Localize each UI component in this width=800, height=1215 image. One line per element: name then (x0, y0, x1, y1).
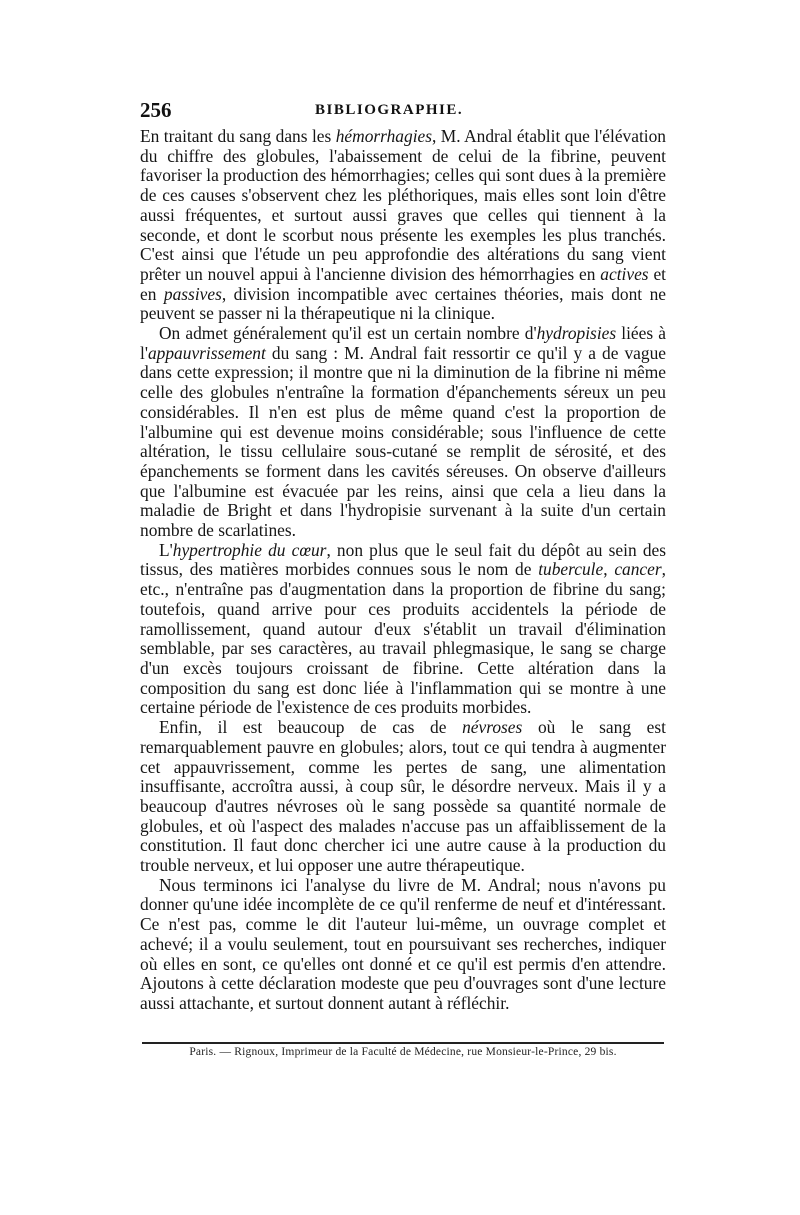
italic-term: actives (600, 263, 649, 284)
text-run: , division incompatible avec certaines théories, mais dont ne peuvent se passer ni la thérapeutique ni la clinique. (140, 283, 667, 324)
text-run: L' (159, 539, 173, 560)
italic-term: hémorrhagies (335, 126, 433, 146)
italic-term: tubercule (538, 559, 604, 580)
italic-term: appauvrissement (147, 342, 266, 363)
text-run: où le sang est remarquablement pauvre en globules; alors, tout ce qui tendra à augmenter cet appauvrissement, comme les pertes de sang, une alimentation insuffisante, accroîtra aussi, à coup sûr, le désordre nerveux. Mais il y a beaucoup d'autres névroses où le sang possède sa quantité normale de globules, et où l'aspect des malades n'accuse pas un affaiblissement de la constitution. Il faut donc chercher ici une autre cause à la production du trouble nerveux, et lui opposer une autre thérapeutique. (140, 717, 666, 876)
paragraph-conclusion (140, 876, 666, 1014)
footer-rule (142, 1042, 664, 1044)
italic-term: hypertrophie du cœur (172, 539, 327, 560)
paragraph-hemorrhagies (140, 127, 666, 324)
paragraph-nevroses (140, 718, 666, 876)
text-run: du sang : M. Andral fait ressortir ce qu'il y a de vague dans cette expression; il montre que ni la diminution de la fibrine ni même celle des globules n'entraîne la formation d'épanchements séreux un peu considérables. Il n'en est plus de même quand c'est la proportion de l'albumine qui est devenue moins considérable; sous l'influence de cette altération, le tissu cellulaire sous-cutané se remplit de sérosité, et des épanchements se forment dans les cavités séreuses. On observe d'ailleurs que l'albumine est évacuée par les reins, ainsi que cela a lieu dans la maladie de Bright et dans l'hydropisie survenant à la suite d'un certain nombre de scarlatines. (140, 342, 666, 541)
text-run: , etc., n'entraîne pas d'augmentation dans la proportion de fibrine du sang; toutefois, quand arrive pour ces produits accidentels la période de ramollissement, quand autour d'eux s'établit un travail d'élimination semblable, par ses caractères, au travail phlegmasique, le sang se charge d'un excès toujours croissant de fibrine. Cette altération dans la composition du sang est donc liée à l'inflammation qui se montre à une certaine période de l'existence de ces produits morbides. (140, 559, 666, 718)
text-run: Enfin, il est beaucoup de cas de (159, 717, 463, 738)
text-run: Nous terminons ici l'analyse du livre de M. Andral; nous n'avons pu donner qu'une idée incomplète de ce qu'il renferme de neuf et d'intéressant. Ce n'est pas, comme le dit l'auteur lui-même, un ouvrage complet et achevé; il a voulu seulement, tout en poursuivant ses recherches, indiquer où elles en sont, ce qu'elles ont donné et ce qu'il est permis d'en attendre. Ajoutons à cette déclaration modeste que peu d'ouvrages sont d'une lecture aussi attachante, et surtout donnent autant à réfléchir. (140, 874, 666, 1013)
paragraph-hydropisies (140, 324, 666, 541)
italic-term: névroses (462, 717, 523, 738)
paragraph-hypertrophie (140, 541, 666, 718)
body-text (140, 127, 666, 1014)
text-run: et en (140, 263, 666, 304)
page-number: 256 (140, 98, 172, 122)
text-run: , M. Andral établit que l'élévation du chiffre des globules, l'abaissement de celui de la fibrine, peuvent favoriser la production des hémorrhagies; celles qui sont dues à la première de ces causes s'observent chez les pléthoriques, mais elles sont loin d'être aussi fréquentes, et surtout aussi graves que celles qui tiennent à la seconde, et dont le scorbut nous présente les exemples les plus tranchés. C'est ainsi que l'étude un peu approfondie des altérations du sang vient prêter un nouvel appui à l'ancienne division des hémorrhagies en (140, 126, 667, 284)
printer-imprint: Paris. — Rignoux, Imprimeur de la Faculté de Médecine, rue Monsieur-le-Prince, 29 bis. (189, 1046, 617, 1058)
italic-term: hydropisies (536, 323, 617, 344)
text-run: En traitant du sang dans les (140, 126, 336, 146)
text-run: On admet généralement qu'il est un certain nombre d' (159, 323, 537, 344)
italic-term: cancer (614, 559, 662, 580)
running-title: BIBLIOGRAPHIE. (315, 102, 464, 118)
italic-term: passives (163, 283, 222, 304)
page-header (140, 98, 666, 122)
text-run: liées à l' (140, 323, 666, 363)
text-run: , (603, 559, 615, 580)
text-run: , non plus que le seul fait du dépôt au sein des tissus, des matières morbides connues sous le nom de (140, 539, 667, 580)
